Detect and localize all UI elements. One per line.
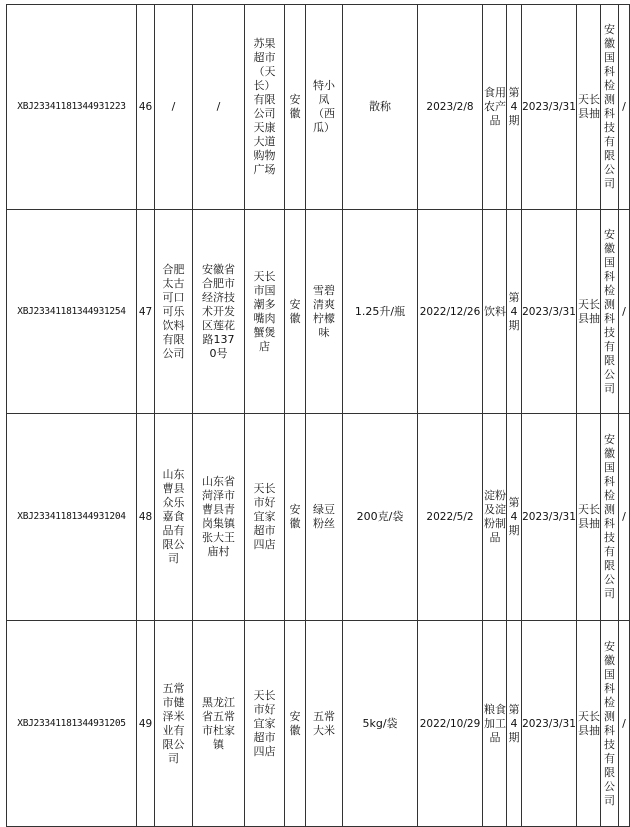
- seller-cell: 天长市国潮多嘴肉蟹煲店: [245, 210, 285, 414]
- product-cell: 特小凤（西瓜）: [306, 5, 343, 210]
- table-row: [7, 414, 630, 621]
- product-cell: 雪碧清爽柠檬味: [306, 210, 343, 414]
- producer-address-cell: 山东省菏泽市曹县青岗集镇张大王庙村: [193, 414, 245, 621]
- agency-cell: 安徽国科检测科技有限公司: [601, 414, 619, 621]
- sample-code-cell: XBJ23341181344931254: [7, 210, 137, 414]
- production-date-cell: 2022/5/2: [418, 414, 483, 621]
- spec-cell: 5kg/袋: [343, 621, 418, 827]
- production-date-cell: 2023/2/8: [418, 5, 483, 210]
- remark-cell: /: [619, 5, 630, 210]
- publish-date-cell: 2023/3/31: [522, 414, 577, 621]
- agency-cell: 安徽国科检测科技有限公司: [601, 621, 619, 827]
- producer-address-cell: 黑龙江省五常市杜家镇: [193, 621, 245, 827]
- task-source-cell: 天长县抽: [577, 210, 601, 414]
- producer-cell: 山东曹县众乐嘉食品有限公司: [155, 414, 193, 621]
- sample-code-cell: XBJ23341181344931223: [7, 5, 137, 210]
- task-source-cell: 天长县抽: [577, 621, 601, 827]
- sample-code-cell: XBJ23341181344931204: [7, 414, 137, 621]
- producer-address-cell: 安徽省合肥市经济技术开发区莲花路1370号: [193, 210, 245, 414]
- production-date-cell: 2022/10/29: [418, 621, 483, 827]
- publish-date-cell: 2023/3/31: [522, 5, 577, 210]
- inspection-table: [6, 4, 630, 827]
- sequence-cell: 46: [137, 5, 155, 210]
- province-cell: 安徽: [285, 5, 306, 210]
- remark-cell: /: [619, 210, 630, 414]
- remark-cell: /: [619, 414, 630, 621]
- province-cell: 安徽: [285, 621, 306, 827]
- agency-cell: 安徽国科检测科技有限公司: [601, 210, 619, 414]
- category-cell: 食用农产品: [483, 5, 507, 210]
- producer-cell: /: [155, 5, 193, 210]
- table-row: [7, 210, 630, 414]
- period-cell: 第4期: [507, 621, 522, 827]
- agency-cell: 安徽国科检测科技有限公司: [601, 5, 619, 210]
- product-cell: 五常大米: [306, 621, 343, 827]
- publish-date-cell: 2023/3/31: [522, 210, 577, 414]
- sequence-cell: 47: [137, 210, 155, 414]
- province-cell: 安徽: [285, 414, 306, 621]
- seller-cell: 天长市好宜家超市四店: [245, 414, 285, 621]
- seller-cell: 天长市好宜家超市四店: [245, 621, 285, 827]
- period-cell: 第4期: [507, 414, 522, 621]
- producer-cell: 合肥太古可口可乐饮料有限公司: [155, 210, 193, 414]
- seller-cell: 苏果超市（天长）有限公司天康大道购物广场: [245, 5, 285, 210]
- sequence-cell: 48: [137, 414, 155, 621]
- task-source-cell: 天长县抽: [577, 414, 601, 621]
- task-source-cell: 天长县抽: [577, 5, 601, 210]
- spec-cell: 散称: [343, 5, 418, 210]
- product-cell: 绿豆粉丝: [306, 414, 343, 621]
- category-cell: 粮食加工品: [483, 621, 507, 827]
- category-cell: 饮料: [483, 210, 507, 414]
- producer-cell: 五常市健泽米业有限公司: [155, 621, 193, 827]
- remark-cell: /: [619, 621, 630, 827]
- period-cell: 第4期: [507, 210, 522, 414]
- publish-date-cell: 2023/3/31: [522, 621, 577, 827]
- spec-cell: 1.25升/瓶: [343, 210, 418, 414]
- sample-code-cell: XBJ23341181344931205: [7, 621, 137, 827]
- spec-cell: 200克/袋: [343, 414, 418, 621]
- table-row: [7, 621, 630, 827]
- category-cell: 淀粉及淀粉制品: [483, 414, 507, 621]
- period-cell: 第4期: [507, 5, 522, 210]
- producer-address-cell: /: [193, 5, 245, 210]
- production-date-cell: 2022/12/26: [418, 210, 483, 414]
- sequence-cell: 49: [137, 621, 155, 827]
- table-row: [7, 5, 630, 210]
- province-cell: 安徽: [285, 210, 306, 414]
